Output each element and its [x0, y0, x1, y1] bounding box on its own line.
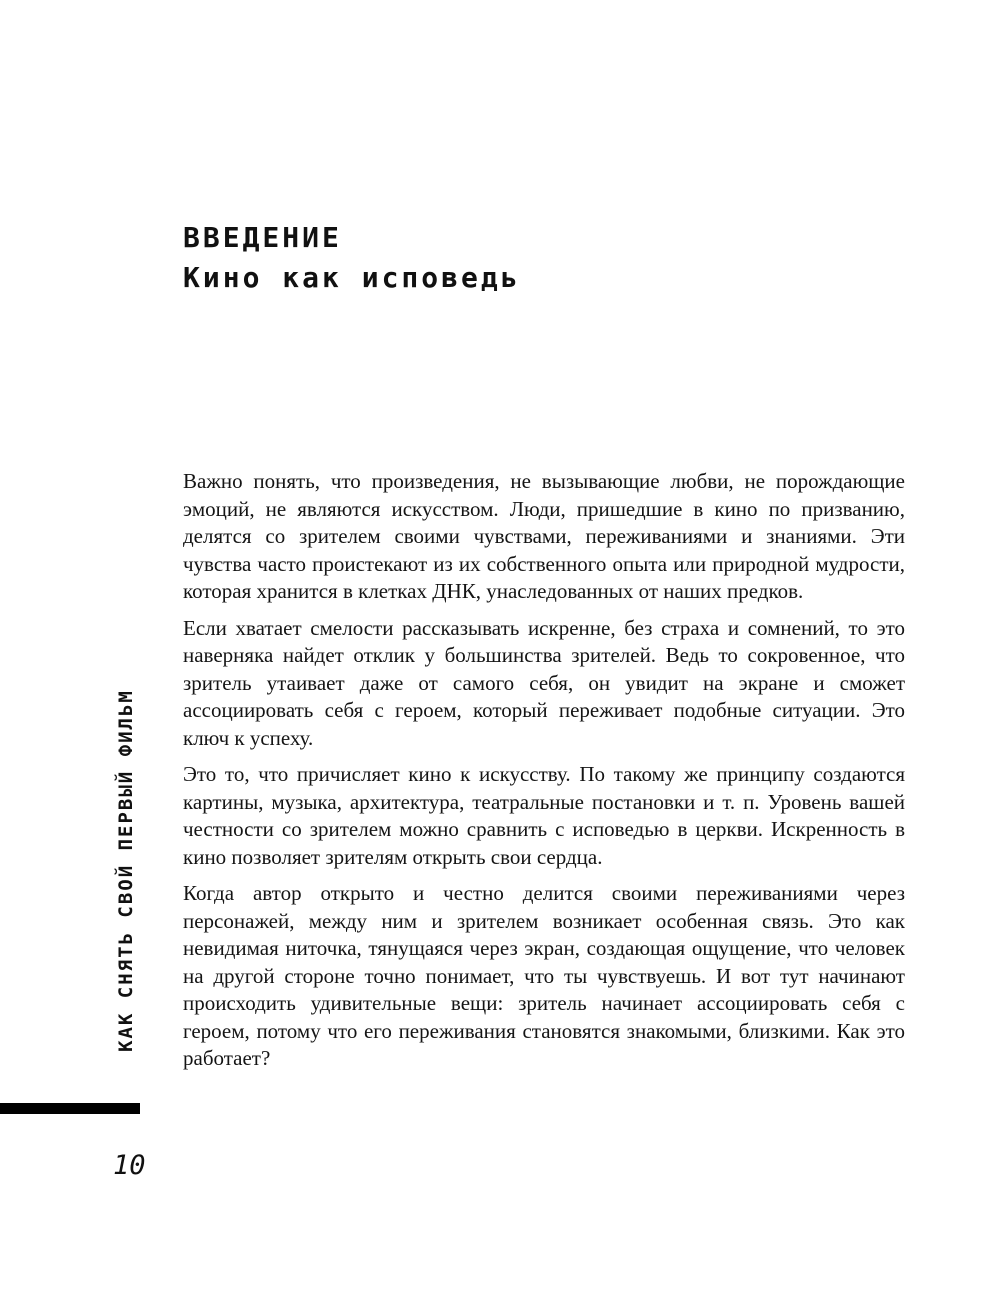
body-text-column — [183, 468, 905, 1082]
chapter-heading-line1: ВВЕДЕНИЕ — [183, 221, 342, 254]
chapter-heading — [183, 218, 521, 298]
chapter-heading-line2: Кино как исповедь — [183, 261, 521, 294]
sidebar-vertical-title: КАК СНЯТЬ СВОЙ ПЕРВЫЙ ФИЛЬМ — [115, 689, 137, 1052]
paragraph-1: Важно понять, что произведения, не вызывающие любви, не порождающие эмоций, не являются искусством. Люди, пришедшие в кино по призванию, делятся со зрителем своими чувствами, переживаниями и знаниями. Эти чувства часто проистекают из их собственного опыта или природной мудрости, которая хранится в клетках ДНК, унаследованных от наших предков. — [183, 469, 905, 603]
page-number: 10 — [113, 1150, 146, 1181]
left-black-bar — [0, 1103, 140, 1114]
paragraph-4: Когда автор открыто и честно делится своими переживаниями через персонажей, между ним и зрителем возникает особенная связь. Это как невидимая ниточка, тянущаяся через экран, создающая ощущение, что человек на другой стороне точно понимает, что ты чувствуешь. И вот тут начинают происходить удивительные вещи: зритель начинает ассоциировать себя с героем, потому что его переживания становятся знакомыми, близкими. Как это работает? — [183, 881, 905, 1070]
paragraph-3: Это то, что причисляет кино к искусству. По такому же принципу создаются картины, музыка, архитектура, театральные постановки и т. п. Уровень вашей честности со зрителем можно сравнить с исповедью в церкви. Искренность в кино позволяет зрителям открыть свои сердца. — [183, 762, 905, 869]
paragraph-2: Если хватает смелости рассказывать искренне, без страха и сомнений, то это наверняка найдет отклик у большинства зрителей. Ведь то сокровенное, что зритель утаивает даже от самого себя, он увидит на экране и сможет ассоциировать себя с героем, который переживает подобные ситуации. Это ключ к успеху. — [183, 615, 905, 750]
